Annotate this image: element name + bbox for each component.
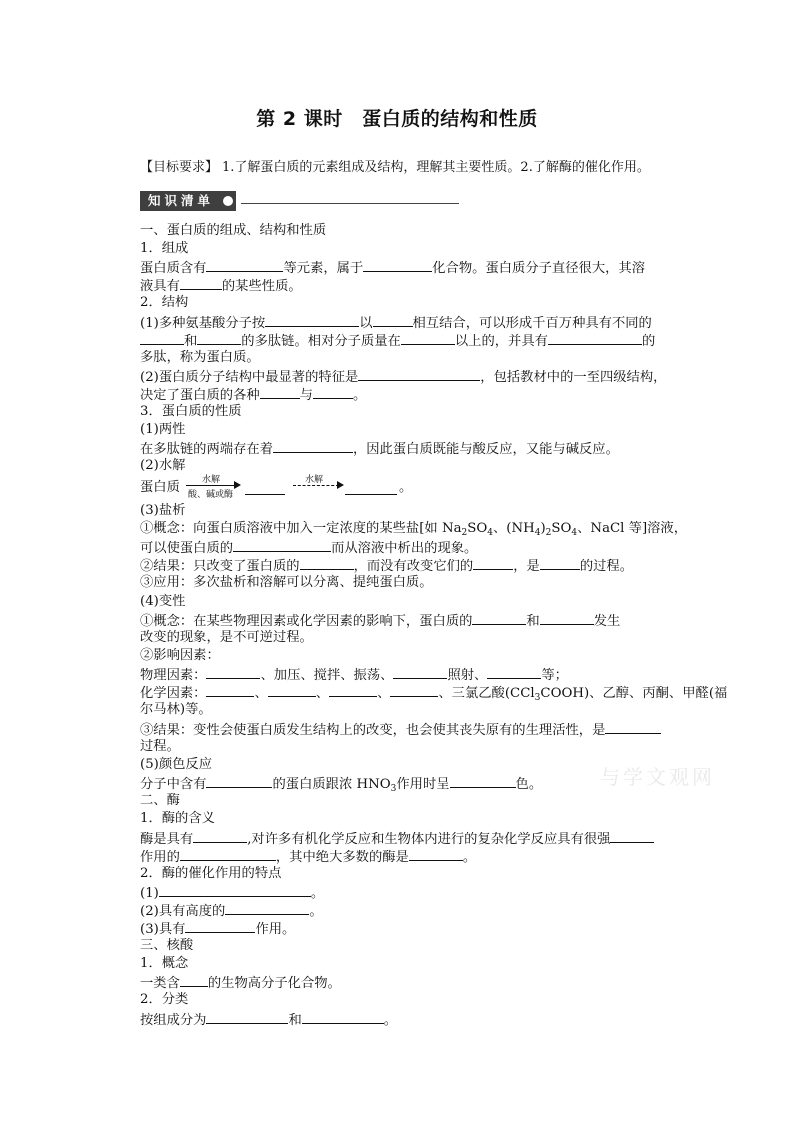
arrow-label-top: 水解	[202, 475, 221, 485]
blank	[540, 556, 580, 570]
text-line: ②结果：只改变了蛋白质的 ，而没有改变它们的 ，是 的过程。	[140, 556, 633, 574]
hydrolysis-line: 蛋白质	[140, 480, 180, 495]
hydrolysis-arrow-1	[186, 472, 242, 502]
blank	[473, 556, 513, 570]
blank	[358, 367, 480, 381]
blank	[245, 481, 285, 495]
blank	[329, 683, 377, 697]
blank	[548, 331, 642, 345]
text-line: ①概念：在某些物理因素或化学因素的影响下，蛋白质的 和 发生	[140, 611, 620, 629]
text-line: 尔马林)等。	[140, 702, 212, 717]
text-line: 按组成分为 和 。	[140, 1010, 397, 1028]
text-line: 。	[399, 480, 413, 495]
arrow-head-icon	[234, 481, 241, 489]
section-heading: 三、核酸	[140, 938, 194, 953]
subsection-heading: 3．蛋白质的性质	[140, 404, 242, 419]
hydrolysis-arrow-2	[293, 472, 345, 494]
section-heading: 一、蛋白质的组成、结构和性质	[140, 223, 327, 238]
learning-objectives	[140, 156, 650, 175]
blank	[206, 665, 260, 679]
blank	[610, 829, 654, 843]
blank	[193, 829, 247, 843]
text-line: 决定了蛋白质的各种 与 。	[140, 385, 366, 403]
text-line: ②影响因素：	[140, 648, 220, 663]
text-line: (2)蛋白质分子结构中最显著的特征是 ，包括教材中的一至四级结构，	[140, 367, 666, 385]
blank	[450, 774, 516, 788]
text-line: 在多肽链的两端存在着 ，因此蛋白质既能与酸反应，又能与碱反应。	[140, 439, 619, 457]
subsection-heading: 1．酶的含义	[140, 811, 215, 826]
blank	[260, 385, 300, 399]
text-line: 物理因素： 、加压、搅拌、振荡、 照射、 等；	[140, 665, 568, 683]
blank	[487, 665, 541, 679]
blank	[185, 919, 255, 933]
blank	[140, 331, 184, 345]
blank	[313, 385, 353, 399]
text-line: 改变的现象，是不可逆过程。	[140, 630, 313, 645]
text-line: 作用的 ，其中绝大多数的酶是 。	[140, 847, 476, 865]
arrow-shaft	[186, 485, 238, 486]
arrow-label-bottom: 酸、碱或酶	[188, 490, 234, 500]
text-line: 一类含 的生物高分子化合物。	[140, 973, 341, 991]
blank	[180, 847, 276, 861]
section-badge: 知识清单	[140, 191, 236, 211]
page-title: 第 2 课时 蛋白质的结构和性质	[256, 108, 538, 130]
arrow-head-icon	[337, 481, 344, 489]
blank	[300, 556, 354, 570]
blank	[206, 258, 283, 272]
blank	[472, 611, 526, 625]
blank	[268, 683, 316, 697]
blank	[363, 258, 432, 272]
objectives-label: 【目标要求】	[140, 160, 219, 175]
blank	[159, 883, 311, 897]
subsection-heading: 2．结构	[140, 295, 189, 310]
blank	[393, 665, 447, 679]
blank	[302, 1010, 384, 1024]
blank	[390, 683, 438, 697]
text-line: (1)多种氨基酸分子按 以 相互结合，可以形成千百万种具有不同的	[140, 313, 652, 331]
blank	[233, 538, 331, 552]
blank	[401, 331, 455, 345]
text-line: 分子中含有 的蛋白质跟浓 $HNO_3$作用时呈 色。	[140, 774, 542, 792]
text-line: ①概念：向蛋白质溶液中加入一定浓度的某些盐[如 $Na_2SO_4$、$(NH_4)_2SO_4$、NaCl 等]溶液，	[140, 521, 688, 538]
subsection-heading: 1．概念	[140, 956, 189, 971]
blank	[206, 1010, 288, 1024]
text-line: 酶是具有 ,对许多有机化学反应和生物体内进行的复杂化学反应具有很强	[140, 829, 654, 847]
property-heading: (4)变性	[140, 594, 186, 609]
blank	[265, 313, 359, 327]
text-line: ③应用：多次盐析和溶解可以分离、提纯蛋白质。	[140, 575, 433, 590]
objectives-text: 1.了解蛋白质的元素组成及结构，理解其主要性质。2.了解酶的催化作用。	[222, 160, 650, 175]
blank	[180, 973, 208, 987]
blank	[225, 901, 309, 915]
property-heading: (1)两性	[140, 422, 186, 437]
watermark: 与学文观网	[600, 765, 715, 789]
subsection-heading: 2．分类	[140, 992, 189, 1007]
badge-dot-icon	[223, 196, 233, 206]
text-line: (1) 。	[140, 883, 324, 901]
text-line: 过程。	[140, 739, 180, 754]
text-line: 化学因素： 、 、 、 、三氯乙酸(CCl$_3$COOH)、乙醇、丙酮、甲醛(福	[140, 683, 727, 701]
blank	[180, 276, 222, 290]
section-heading: 二、酶	[140, 793, 180, 808]
text-line: ③结果：变性会使蛋白质发生结构上的改变，也会使其丧失原有的生理活性，是	[140, 720, 661, 738]
text-line: 液具有 的某些性质。	[140, 276, 302, 294]
property-heading: (5)颜色反应	[140, 757, 213, 772]
blank	[197, 331, 241, 345]
blank	[373, 313, 413, 327]
arrow-label-top: 水解	[305, 475, 324, 485]
text-line: (2)具有高度的 。	[140, 901, 323, 919]
blank	[540, 611, 594, 625]
property-heading: (3)盐析	[140, 503, 186, 518]
badge-divider	[241, 203, 459, 204]
blank	[273, 439, 353, 453]
text-line: 和 的多肽链。相对分子质量在 以上的，并具有 的	[140, 331, 655, 349]
blank	[206, 683, 254, 697]
text-line: 多肽，称为蛋白质。	[140, 350, 260, 365]
blank	[409, 847, 463, 861]
subsection-heading: 2．酶的催化作用的特点	[140, 866, 282, 881]
blank	[345, 481, 397, 495]
text-line: 蛋白质含有 等元素，属于 化合物。蛋白质分子直径很大，其溶	[140, 258, 645, 276]
blank	[206, 774, 272, 788]
blank	[605, 720, 661, 734]
text-line: 可以使蛋白质的 而从溶液中析出的现象。	[140, 538, 477, 556]
text-line: (3)具有 作用。	[140, 919, 295, 937]
arrow-shaft	[293, 485, 339, 486]
subsection-heading: 1．组成	[140, 241, 189, 256]
property-heading: (2)水解	[140, 458, 186, 473]
